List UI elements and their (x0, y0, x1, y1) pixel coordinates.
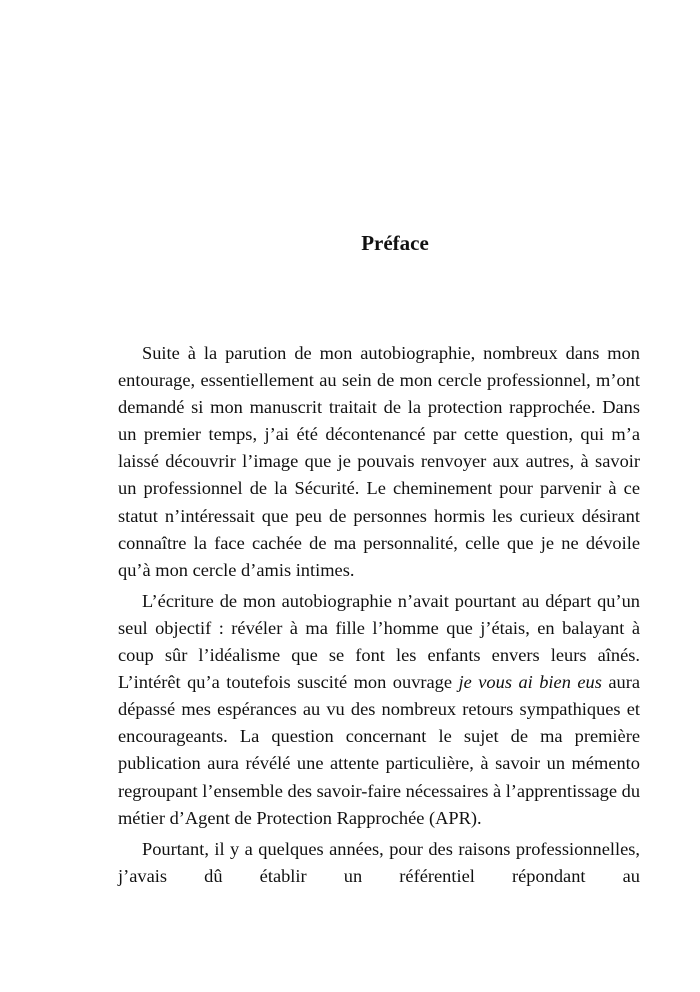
paragraph-2 (118, 588, 640, 832)
preface-body (118, 340, 640, 894)
book-title-italic: je vous ai bien eus (458, 672, 602, 693)
paragraph-2-before: L’écriture de mon autobiographie n’avait pourtant au départ qu’un seul objectif : révéler à ma fille l’homme que j’étais, en balayant à coup sûr l’idéalisme que se font les enfants envers leurs aînés. L’intérêt qu’a toutefois suscité mon ouvrage (118, 590, 640, 693)
page-title: Préface (361, 231, 429, 255)
paragraph-2-after: aura dépassé mes espérances au vu des nombreux retours sympathiques et encourageants. La question concernant le sujet de ma première publication aura révélé une attente particulière, à savoir un mémento regroupant l’ensemble des savoir-faire nécessaires à l’apprentissage du métier d’Agent de Protection Rapprochée (APR). (118, 672, 641, 828)
paragraph-3: Pourtant, il y a quelques années, pour des raisons professionnelles, j’avais dû établir un référentiel répondant au (118, 838, 640, 886)
paragraph-1: Suite à la parution de mon autobiographie, nombreux dans mon entourage, essentiellement au sein de mon cercle professionnel, m’ont demandé si mon manuscrit traitait de la protection rapprochée. Dans un premier temps, j’ai été décontenancé par cette question, qui m’a laissé découvrir l’image que je pouvais renvoyer aux autres, à savoir un professionnel de la Sécurité. Le cheminement pour parvenir à ce statut n’intéressait que peu de personnes hormis les curieux désirant connaître la face cachée de ma personnalité, celle que je ne dévoile qu’à mon cercle d’amis intimes. (118, 343, 640, 580)
